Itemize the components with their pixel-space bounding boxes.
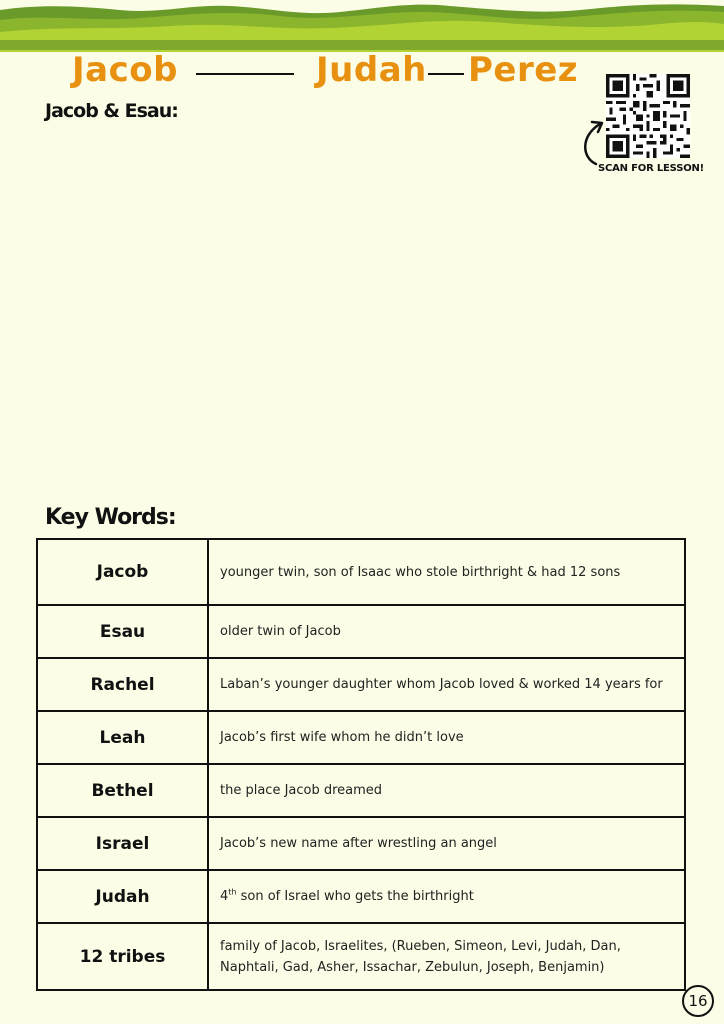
title-connector-line (196, 73, 294, 75)
key-word: Judah (37, 870, 208, 923)
table-row (37, 764, 685, 817)
key-words-table (36, 538, 686, 991)
title-connector-line (428, 73, 464, 75)
key-word: 12 tribes (37, 923, 208, 990)
qr-code-icon[interactable] (606, 74, 690, 158)
key-word-definition: Laban’s younger daughter whom Jacob loved & worked 14 years for (208, 658, 685, 711)
key-word-definition: family of Jacob, Israelites, (Rueben, Simeon, Levi, Judah, Dan, Naphtali, Gad, Asher, Issachar, Zebulun, Joseph, Benjamin) (208, 923, 685, 990)
key-word-definition: older twin of Jacob (208, 605, 685, 658)
curved-arrow-icon (578, 118, 612, 168)
key-word-definition: Jacob’s first wife whom he didn’t love (208, 711, 685, 764)
key-word: Israel (37, 817, 208, 870)
title-jacob: Jacob (72, 50, 178, 90)
table-row (37, 711, 685, 764)
scan-for-lesson-label: SCAN FOR LESSON! (598, 163, 705, 174)
title-perez: Perez (468, 50, 579, 90)
table-row (37, 923, 685, 990)
table-row (37, 658, 685, 711)
key-word: Bethel (37, 764, 208, 817)
key-word-definition: the place Jacob dreamed (208, 764, 685, 817)
table-row (37, 605, 685, 658)
key-words-heading: Key Words: (45, 505, 176, 530)
header-hills-decoration (0, 0, 724, 55)
table-row (37, 870, 685, 923)
key-word-definition: Jacob’s new name after wrestling an angel (208, 817, 685, 870)
title-judah: Judah (316, 50, 427, 90)
key-word: Jacob (37, 539, 208, 605)
page-number-badge: 16 (682, 985, 714, 1017)
key-word: Rachel (37, 658, 208, 711)
table-row (37, 539, 685, 605)
key-word-definition: younger twin, son of Isaac who stole birthright & had 12 sons (208, 539, 685, 605)
key-word-definition: 4th son of Israel who gets the birthright (208, 870, 685, 923)
key-word: Leah (37, 711, 208, 764)
table-row (37, 817, 685, 870)
key-word: Esau (37, 605, 208, 658)
section-heading-jacob-esau: Jacob & Esau: (45, 100, 178, 122)
